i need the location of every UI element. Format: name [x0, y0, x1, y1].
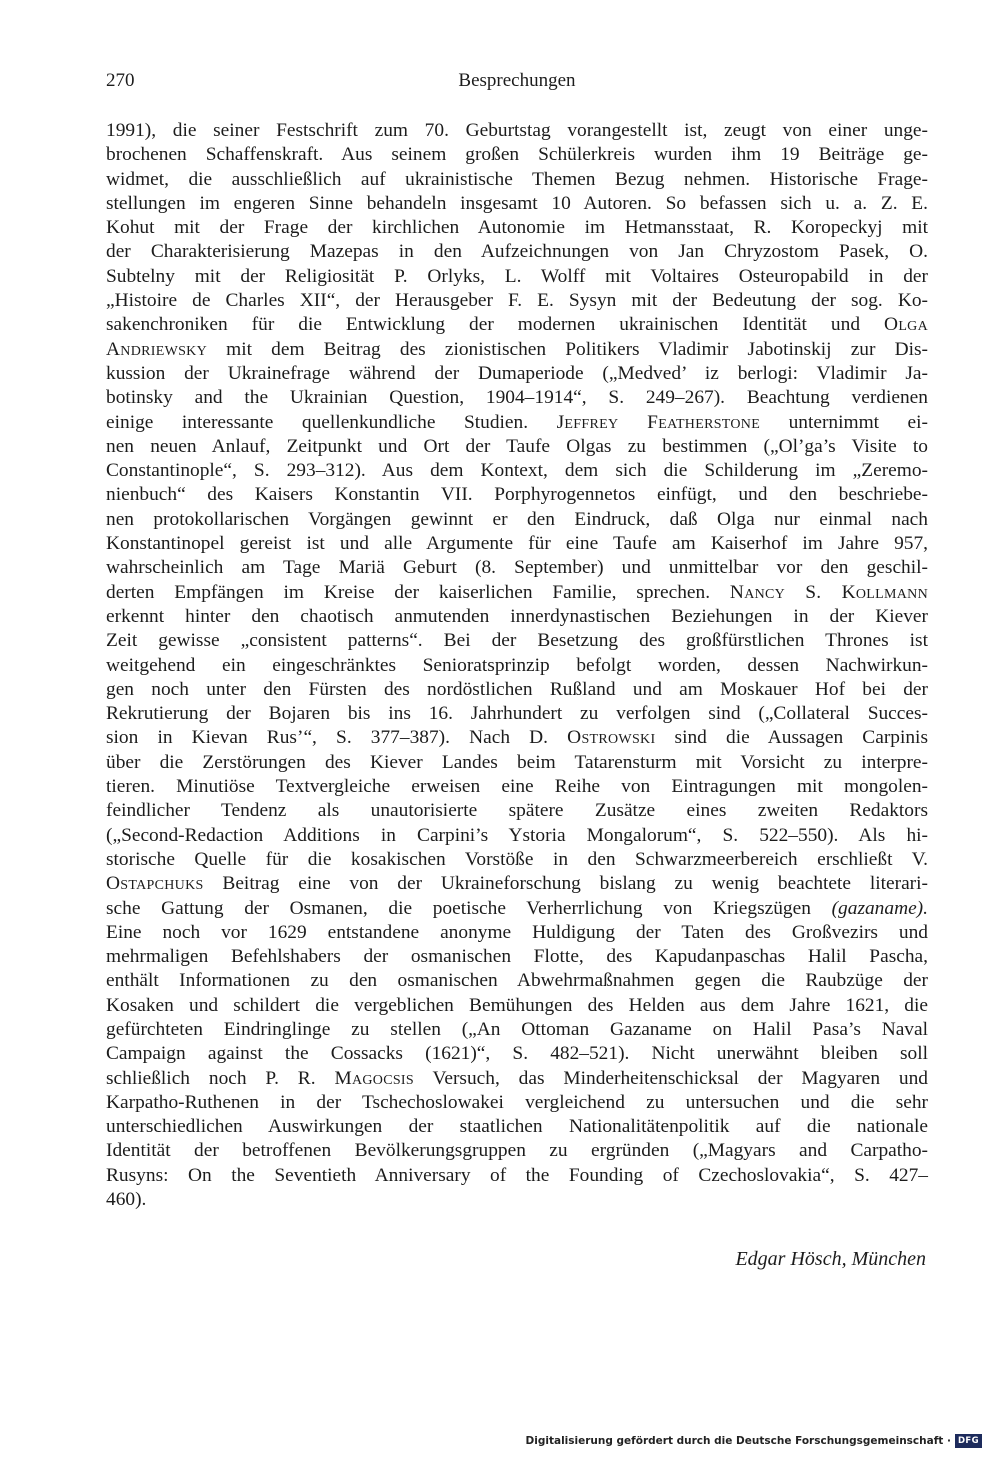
- text-line: Eine noch vor 1629 entstandene anonyme Huldigung der Taten des Großvezirs und: [106, 921, 928, 943]
- text-line: weitgehend ein eingeschränktes Senioratsprinzip befolgt worden, dessen Nachwirkun-: [106, 654, 928, 676]
- text-line: Andriewsky mit dem Beitrag des zionistischen Politikers Vladimir Jabotinskij zur Dis-: [106, 338, 928, 360]
- text-line: schließlich noch P. R. Magocsis Versuch, das Minderheitenschicksal der Magyaren und: [106, 1067, 928, 1089]
- text-line: nienbuch“ des Kaisers Konstantin VII. Porphyrogennetos einfügt, und den beschriebe-: [106, 484, 928, 506]
- page-header: [106, 70, 928, 102]
- text-line: Konstantinopel gereist ist und alle Argumente für eine Taufe am Kaiserhof im Jahre 957,: [106, 533, 928, 555]
- text-line: kussion der Ukrainefrage während der Dumaperiode („Medved’ iz berlogi: Vladimir Ja-: [106, 362, 928, 384]
- author-name: Jeffrey Featherstone: [556, 411, 761, 433]
- digitization-footer: [526, 1434, 982, 1448]
- text-line: wahrscheinlich am Tage Mariä Geburt (8. September) und unmittelbar vor den geschil-: [106, 557, 928, 579]
- text-line: erkennt hinter den chaotisch anmutenden innerdynastischen Beziehungen in der Kiever: [106, 605, 928, 627]
- text-line: Identität der betroffenen Bevölkerungsgruppen zu ergründen („Magyars and Carpatho-: [106, 1140, 928, 1162]
- text-line: Kosaken und schildert die vergeblichen Bemühungen des Helden aus dem Jahre 1621, die: [106, 994, 928, 1016]
- text-line: Rekrutierung der Bojaren bis ins 16. Jahrhundert zu verfolgen sind („Collateral Succes-: [106, 703, 928, 725]
- text-line: derten Empfängen im Kreise der kaiserlichen Familie, sprechen. Nancy S. Kollmann: [106, 581, 928, 603]
- running-head: Besprechungen: [458, 70, 576, 91]
- dfg-logo-icon: DFG: [955, 1434, 982, 1448]
- text-line: Constantinople“, S. 293–312). Aus dem Kontext, dem sich die Schilderung im „Zeremo-: [106, 460, 928, 482]
- italic-term: (gazaname).: [831, 897, 928, 919]
- text-line: feindlicher Tendenz als unautorisierte spätere Zusätze eines zweiten Redaktors: [106, 800, 928, 822]
- author-name: Ostrowski: [567, 727, 656, 749]
- text-line: Kohut mit der Frage der kirchlichen Autonomie im Hetmansstaat, R. Koropeckyj mit: [106, 217, 928, 239]
- text-line: enthält Informationen zu den osmanischen Abwehrmaßnahmen gegen die Raubzüge der: [106, 970, 928, 992]
- text-line: widmet, die ausschließlich auf ukrainistische Themen Bezug nehmen. Historische Frage-: [106, 168, 928, 190]
- text-line: Ostapchuks Beitrag eine von der Ukraineforschung bislang zu wenig beachtete literari-: [106, 873, 928, 895]
- text-line: stellungen im engeren Sinne behandeln insgesamt 10 Autoren. So befassen sich u. a. Z. E.: [106, 192, 928, 214]
- text-line: 1991), die seiner Festschrift zum 70. Geburtstag vorangestellt ist, zeugt von einer unge-: [106, 120, 928, 141]
- text-line: sion in Kievan Rus’“, S. 377–387). Nach D. Ostrowski sind die Aussagen Carpinis: [106, 727, 928, 749]
- text-line: gen noch unter den Fürsten des nordöstlichen Rußland und am Moskauer Hof bei der: [106, 678, 928, 700]
- page-number: 270: [106, 70, 135, 91]
- text-line: storische Quelle für die kosakischen Vorstöße in den Schwarzmeerbereich erschließt V.: [106, 848, 928, 870]
- text-line: nen neuen Anlauf, Zeitpunkt und Ort der Taufe Olgas zu bestimmen („Ol’ga’s Visite to: [106, 435, 928, 457]
- text-line: gefürchteten Eindringlinge zu stellen („An Ottoman Gazaname on Halil Pasa’s Naval: [106, 1018, 928, 1040]
- text-line: botinsky and the Ukrainian Question, 1904–1914“, S. 249–267). Beachtung verdienen: [106, 387, 928, 409]
- author-name: Ostapchuks: [106, 873, 204, 895]
- text-line: sakenchroniken für die Entwicklung der modernen ukrainischen Identität und Olga: [106, 314, 928, 336]
- text-line: („Second-Redaction Additions in Carpini’s Ystoria Mongalorum“, S. 522–550). Als hi-: [106, 824, 928, 846]
- review-body-text: [106, 119, 928, 1212]
- footer-text: Digitalisierung gefördert durch die Deutsche Forschungsgemeinschaft ·: [525, 1435, 951, 1447]
- text-line: „Histoire de Charles XII“, der Herausgeber F. E. Sysyn mit der Bedeutung der sog. Ko-: [106, 290, 928, 312]
- text-line: Zeit gewisse „consistent patterns“. Bei der Besetzung des großfürstlichen Thrones ist: [106, 630, 928, 652]
- text-line: Campaign against the Cossacks (1621)“, S. 482–521). Nicht unerwähnt bleiben soll: [106, 1043, 928, 1065]
- text-line: einige interessante quellenkundliche Studien. Jeffrey Featherstone unternimmt ei-: [106, 411, 929, 433]
- text-line: nen protokollarischen Vorgängen gewinnt er den Eindruck, daß Olga nur einmal nach: [106, 508, 928, 530]
- text-line: tieren. Minutiöse Textvergleiche erweisen eine Reihe von Eintragungen mit mongolen-: [106, 776, 928, 798]
- text-line: brochenen Schaffenskraft. Aus seinem großen Schülerkreis wurden ihm 19 Beiträge ge-: [106, 144, 928, 166]
- author-name: Andriewsky: [106, 338, 207, 360]
- text-line: über die Zerstörungen des Kiever Landes beim Tatarensturm mit Vorsicht zu interpre-: [106, 751, 928, 773]
- author-signature: Edgar Hösch, München: [735, 1248, 926, 1270]
- text-line: der Charakterisierung Mazepas in den Aufzeichnungen von Jan Chryzostom Pasek, O.: [106, 241, 928, 263]
- author-name: Olga: [884, 314, 928, 336]
- text-line: unterschiedlichen Auswirkungen der staatlichen Nationalitätenpolitik auf die nationale: [106, 1116, 928, 1138]
- text-line: Karpatho-Ruthenen in der Tschechoslowakei vergleichend zu untersuchen und die sehr: [106, 1091, 928, 1113]
- text-line: Rusyns: On the Seventieth Anniversary of the Founding of Czechoslovakia“, S. 427–: [106, 1164, 928, 1186]
- author-name: Magocsis: [334, 1067, 414, 1089]
- text-line: 460).: [106, 1189, 147, 1211]
- text-line: mehrmaligen Befehlshabers der osmanischen Flotte, des Kapudanpaschas Halil Pascha,: [106, 946, 928, 968]
- text-line: Subtelny mit der Religiosität P. Orlyks, L. Wolff mit Voltaires Osteuropabild in der: [106, 265, 928, 287]
- author-name: Nancy S. Kollmann: [729, 581, 928, 603]
- text-line: sche Gattung der Osmanen, die poetische Verherrlichung von Kriegszügen (gazaname).: [106, 897, 928, 919]
